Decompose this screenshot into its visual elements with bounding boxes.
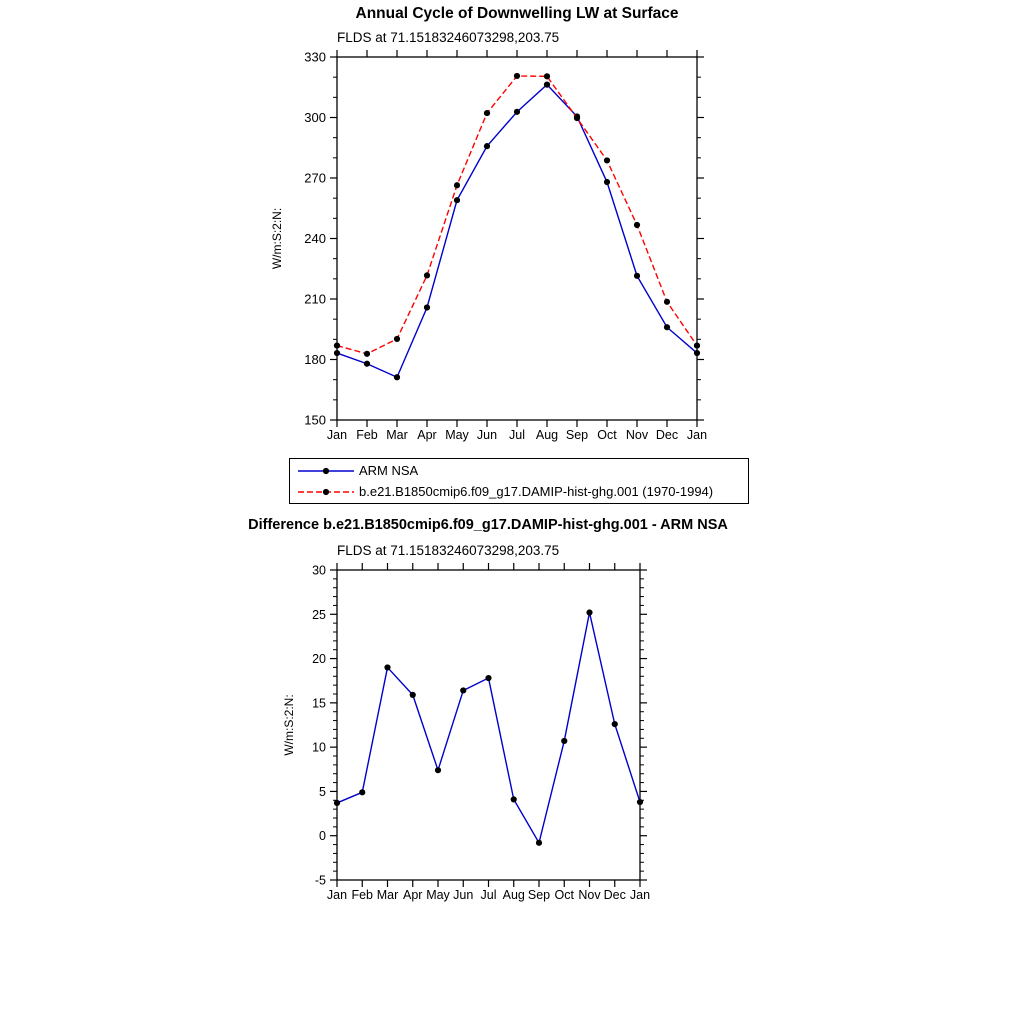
- y-tick-label: 0: [319, 829, 326, 844]
- data-point-marker: [664, 299, 670, 305]
- data-point-marker: [604, 157, 610, 163]
- x-tick-label: May: [445, 428, 469, 442]
- data-point-marker: [574, 115, 580, 121]
- chart1-title: Annual Cycle of Downwelling LW at Surface: [355, 5, 679, 22]
- y-tick-label: 270: [304, 170, 326, 186]
- y-tick-label: 25: [312, 607, 326, 622]
- x-tick-label: Sep: [527, 888, 551, 902]
- chart1-subtitle: FLDS at 71.15183246073298,203.75: [337, 30, 560, 45]
- data-point-marker: [384, 664, 390, 670]
- x-tick-label: Nov: [625, 428, 649, 442]
- difference-line-chart: [250, 555, 790, 905]
- data-point-marker: [435, 767, 441, 773]
- data-point-marker: [424, 304, 430, 310]
- data-point-marker: [485, 675, 491, 681]
- legend-item-model: [294, 482, 744, 502]
- legend-dashed-line-icon: [294, 485, 358, 499]
- y-tick-label: -5: [314, 873, 326, 888]
- x-tick-label: May: [426, 888, 450, 902]
- data-point-marker: [460, 687, 466, 693]
- data-point-marker: [694, 342, 700, 348]
- x-tick-label: Apr: [403, 888, 423, 902]
- x-tick-label: Feb: [356, 428, 378, 442]
- data-point-marker: [424, 272, 430, 278]
- x-tick-label: Jan: [326, 888, 348, 902]
- data-point-marker: [454, 197, 460, 203]
- series-line: [337, 85, 697, 378]
- y-tick-label: 210: [304, 291, 326, 307]
- data-point-marker: [586, 609, 592, 615]
- data-point-marker: [364, 361, 370, 367]
- x-tick-label: Feb: [351, 888, 374, 902]
- legend-solid-line-icon: [294, 464, 358, 478]
- data-point-marker: [364, 351, 370, 357]
- x-tick-label: Dec: [655, 428, 679, 442]
- data-point-marker: [511, 796, 517, 802]
- y-tick-label: 330: [304, 49, 326, 65]
- data-point-marker: [394, 374, 400, 380]
- data-point-marker: [454, 182, 460, 188]
- data-point-marker: [561, 738, 567, 744]
- legend-item-arm-nsa: [294, 461, 744, 481]
- x-tick-label: Jul: [480, 888, 497, 902]
- x-tick-label: Dec: [603, 888, 626, 902]
- data-point-marker: [544, 73, 550, 79]
- data-point-marker: [612, 721, 618, 727]
- data-point-marker: [334, 350, 340, 356]
- x-tick-label: Oct: [554, 888, 574, 902]
- x-tick-label: Mar: [376, 888, 399, 902]
- y-tick-label: 15: [312, 696, 326, 711]
- data-point-marker: [410, 692, 416, 698]
- y-tick-label: 240: [304, 231, 326, 246]
- y-tick-label: 180: [304, 352, 326, 367]
- data-point-marker: [334, 800, 340, 806]
- plot-box: [337, 570, 640, 880]
- x-tick-label: Jan: [326, 428, 348, 442]
- x-tick-label: Oct: [597, 428, 617, 442]
- data-point-marker: [536, 840, 542, 846]
- data-point-marker: [544, 82, 550, 88]
- y-tick-label: 10: [312, 740, 326, 755]
- legend-box: [289, 458, 749, 504]
- y-tick-label: 20: [312, 652, 326, 667]
- x-tick-label: Aug: [535, 428, 559, 442]
- data-point-marker: [634, 222, 640, 228]
- x-tick-label: Apr: [417, 428, 437, 442]
- x-tick-label: Aug: [502, 888, 525, 902]
- x-tick-label: Nov: [578, 888, 601, 902]
- legend-label-model: b.e21.B1850cmip6.f09_g17.DAMIP-hist-ghg.001 (1970-1994): [359, 483, 714, 499]
- x-tick-label: Jul: [509, 428, 525, 442]
- x-tick-label: Sep: [565, 428, 589, 442]
- x-tick-label: Jun: [476, 428, 498, 442]
- data-point-marker: [394, 336, 400, 342]
- chart2-subtitle: FLDS at 71.15183246073298,203.75: [337, 543, 560, 558]
- y-axis-title: W/m:S:2:N:: [270, 207, 284, 270]
- data-point-marker: [694, 350, 700, 356]
- series-line: [337, 613, 640, 843]
- x-tick-label: Jan: [629, 888, 651, 902]
- y-tick-label: 300: [304, 110, 326, 125]
- x-tick-label: Jun: [453, 888, 474, 902]
- y-tick-label: 30: [312, 563, 326, 578]
- y-tick-label: 5: [319, 784, 326, 799]
- x-tick-label: Jan: [686, 428, 708, 442]
- data-point-marker: [484, 110, 490, 116]
- data-point-marker: [359, 789, 365, 795]
- x-tick-label: Mar: [386, 428, 408, 442]
- data-point-marker: [514, 73, 520, 79]
- annual-cycle-line-chart: [250, 45, 790, 460]
- chart2-title: Difference b.e21.B1850cmip6.f09_g17.DAMIP-hist-ghg.001 - ARM NSA: [248, 517, 728, 533]
- data-point-marker: [514, 109, 520, 115]
- legend-label-arm-nsa: ARM NSA: [359, 462, 419, 478]
- y-axis-title: W/m:S:2:N:: [282, 694, 296, 756]
- series-line: [337, 76, 697, 354]
- data-point-marker: [334, 342, 340, 348]
- data-point-marker: [664, 324, 670, 330]
- data-point-marker: [484, 143, 490, 149]
- data-point-marker: [637, 799, 643, 805]
- data-point-marker: [634, 273, 640, 279]
- y-tick-label: 150: [304, 412, 326, 428]
- data-point-marker: [604, 179, 610, 185]
